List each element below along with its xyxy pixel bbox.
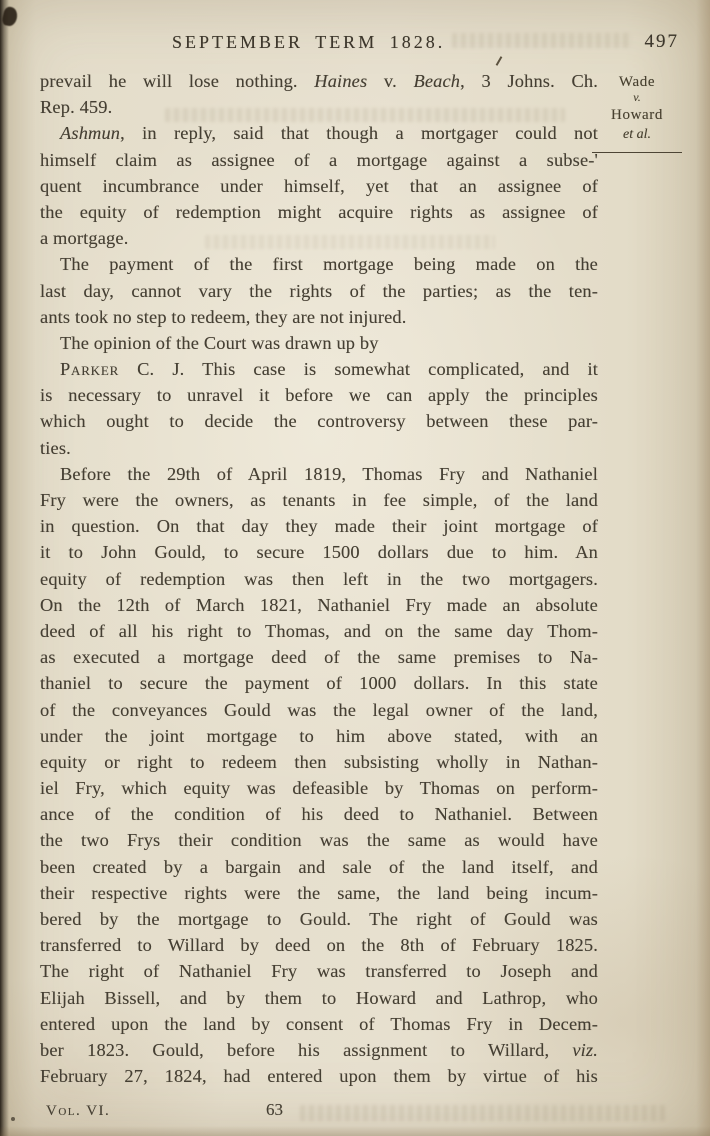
italic-text: Ashmun (60, 123, 121, 144)
text-line (40, 173, 598, 199)
text-segment: in question. On that day they made their joint mortgage of (40, 516, 598, 537)
text-segment: it to John Gould, to secure 1500 dollars due to him. An (40, 542, 598, 563)
volume-label: Vol. VI. (46, 1103, 111, 1119)
text-segment: C. J. This case is somewhat complicated, and it (119, 359, 598, 380)
text-line (40, 880, 598, 906)
text-line (40, 330, 598, 356)
text-line (40, 278, 598, 304)
text-segment: ties. (40, 437, 71, 458)
text-line (40, 775, 598, 801)
text-segment: , in reply, said that though a mortgager could not (120, 123, 598, 144)
text-segment: last day, cannot vary the rights of the parties; as the ten- (40, 280, 598, 301)
text-line (40, 251, 598, 277)
text-segment: The right of Nathaniel Fry was transferred to Joseph and (40, 961, 598, 982)
text-line (40, 408, 598, 434)
text-line (40, 854, 598, 880)
margin-rule (592, 152, 682, 153)
text-segment: the two Frys their condition was the same as would have (40, 830, 598, 851)
text-segment: quent incumbrance under himself, yet that an assignee of (40, 175, 598, 196)
text-line (40, 1011, 598, 1037)
text-segment: transferred to Willard by deed on the 8th of February 1825. (40, 935, 598, 956)
text-segment: equity or right to redeem then subsisting wholly in Nathan- (40, 751, 598, 772)
text-segment: Rep. 459. (40, 97, 113, 118)
text-segment: himself claim as assignee of a mortgage against a subse-' (40, 149, 598, 170)
text-segment: deed of all his right to Thomas, and on the same day Thom- (40, 620, 598, 641)
body-text (40, 68, 598, 1089)
text-line (40, 94, 598, 120)
text-line (40, 932, 598, 958)
case-name-margin-note (591, 74, 683, 153)
text-segment: which ought to decide the controversy between these par- (40, 411, 598, 432)
scan-edge-shadow-left (0, 0, 9, 1136)
text-segment: The opinion of the Court was drawn up by (60, 332, 379, 353)
text-segment: ants took no step to redeem, they are not injured. (40, 306, 407, 327)
text-line (40, 199, 598, 225)
text-line (40, 147, 598, 173)
text-segment: ance of the condition of his deed to Nathaniel. Between (40, 804, 598, 825)
text-segment: , 3 Johns. Ch. (460, 71, 598, 91)
running-title: SEPTEMBER TERM 1828. (172, 32, 446, 52)
text-segment: February 27, 1824, had entered upon them by virtue of his (40, 1066, 598, 1087)
signature-number: 63 (266, 1100, 283, 1119)
bleed-through-smudge (300, 1105, 665, 1121)
scan-edge-shadow-bottom (0, 1126, 710, 1136)
text-line (40, 592, 598, 618)
text-segment: iel Fry, which equity was defeasible by Thomas on perform- (40, 778, 598, 799)
text-segment: On the 12th of March 1821, Nathaniel Fry made an absolute (40, 594, 598, 615)
text-segment: The payment of the first mortgage being made on the (60, 254, 598, 275)
text-line (40, 356, 598, 382)
page-number: 497 (644, 31, 679, 52)
text-line (40, 985, 598, 1011)
text-line (40, 487, 598, 513)
text-segment: a mortgage. (40, 228, 129, 249)
text-segment: is necessary to unravel it before we can apply the principles (40, 385, 598, 406)
text-line (40, 958, 598, 984)
text-segment: Before the 29th of April 1819, Thomas Fry and Nathaniel (60, 463, 598, 484)
text-line (40, 749, 598, 775)
text-line (40, 801, 598, 827)
text-line (40, 1063, 598, 1089)
text-line (40, 670, 598, 696)
text-line (40, 539, 598, 565)
italic-text: Beach (413, 71, 461, 91)
text-segment: their respective rights were the same, the land being incum- (40, 882, 598, 903)
text-segment: under the joint mortgage to him above stated, with an (40, 725, 598, 746)
scan-edge-shadow-right (696, 0, 710, 1136)
text-line (40, 644, 598, 670)
text-line (40, 566, 598, 592)
text-line (40, 120, 598, 146)
text-segment: prevail he will lose nothing. (40, 71, 315, 91)
margin-defendant: Howard (611, 107, 663, 123)
text-line (40, 618, 598, 644)
margin-plaintiff: Wade (618, 74, 656, 90)
text-segment: of the conveyances Gould was the legal owner of the land, (40, 699, 598, 720)
text-segment: Elijah Bissell, and by them to Howard and Lathrop, who (40, 987, 598, 1008)
italic-text: Haines (314, 71, 368, 91)
text-segment: equity of redemption was then left in the two mortgagers. (40, 568, 598, 589)
text-line (40, 435, 598, 461)
text-segment: the equity of redemption might acquire rights as assignee of (40, 201, 598, 222)
text-segment: been created by a bargain and sale of the land itself, and (40, 856, 598, 877)
text-segment: bered by the mortgage to Gould. The right of Gould was (40, 909, 598, 929)
text-line (40, 382, 598, 408)
text-segment: ber 1823. Gould, before his assignment to Willard, (40, 1039, 573, 1060)
text-line (40, 723, 598, 749)
text-segment: thaniel to secure the payment of 1000 dollars. In this state (40, 673, 598, 694)
margin-versus: v. (633, 90, 641, 104)
text-line (40, 461, 598, 487)
text-line (40, 68, 598, 94)
text-line (40, 1037, 598, 1063)
italic-text: viz. (572, 1039, 598, 1060)
text-line (40, 906, 598, 932)
text-segment: entered upon the land by consent of Thomas Fry in Decem- (40, 1013, 598, 1034)
scan-speck-artifact (11, 1117, 15, 1121)
scan-scratch-artifact (496, 56, 503, 66)
bleed-through-smudge (452, 33, 632, 48)
text-line (40, 697, 598, 723)
scan-corner-artifact (1, 6, 19, 27)
text-segment: Fry were the owners, as tenants in fee simple, of the land (40, 490, 598, 510)
text-segment: v. (367, 71, 414, 91)
text-line (40, 827, 598, 853)
text-line (40, 225, 598, 251)
margin-et-al: et al. (623, 127, 651, 142)
text-line (40, 304, 598, 330)
text-line (40, 513, 598, 539)
text-segment: as executed a mortgage deed of the same premises to Na- (40, 647, 598, 668)
small-caps-text: Parker (60, 359, 120, 380)
